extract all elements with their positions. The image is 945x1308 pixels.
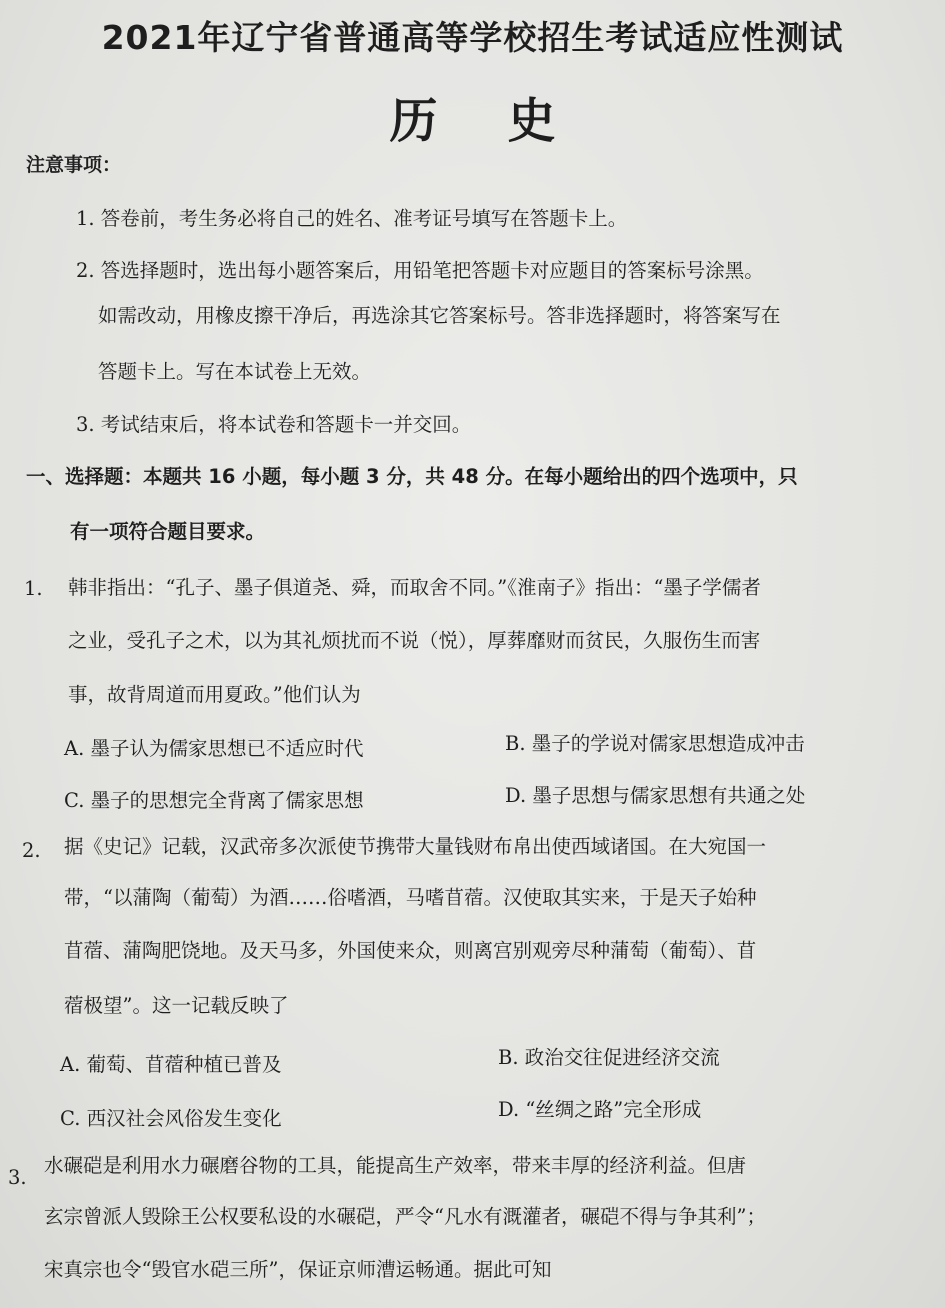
question-1-option-b: B. 墨子的学说对儒家思想造成冲击 <box>505 732 805 755</box>
question-1-number: 1. <box>24 577 43 600</box>
question-1-option-d: D. 墨子思想与儒家思想有共通之处 <box>505 784 806 807</box>
section-heading: 一、选择题：本题共 16 小题，每小题 3 分，共 48 分。在每小题给出的四个选项中，只 <box>26 465 798 488</box>
notice-item-3: 3. 考试结束后，将本试卷和答题卡一并交回。 <box>76 413 472 436</box>
notice-item-2-end: 答题卡上。写在本试卷上无效。 <box>98 360 372 383</box>
question-1-stem-line: 之业，受孔子之术，以为其礼烦扰而不说（悦），厚葬靡财而贫民，久服伤生而害 <box>68 629 761 652</box>
question-1-option-a: A. 墨子认为儒家思想已不适应时代 <box>64 737 364 760</box>
question-2-stem-line: 带，“以蒲陶（葡萄）为酒……俗嗜酒，马嗜苜蓿。汉使取其实来，于是天子始种 <box>64 886 757 909</box>
question-2-option-c: C. 西汉社会风俗发生变化 <box>60 1107 282 1130</box>
question-2-option-b: B. 政治交往促进经济交流 <box>498 1046 720 1069</box>
notice-heading: 注意事项： <box>26 154 122 176</box>
notice-item-2-cont: 如需改动，用橡皮擦干净后，再选涂其它答案标号。答非选择题时，将答案写在 <box>98 304 781 327</box>
question-2-stem-line: 蓿极望”。这一记载反映了 <box>64 994 289 1017</box>
question-3-stem-line: 宋真宗也令“毁官水硙三所”，保证京师漕运畅通。据此可知 <box>44 1258 552 1281</box>
question-1-stem-line: 韩非指出：“孔子、墨子俱道尧、舜，而取舍不同。”《淮南子》指出：“墨子学儒者 <box>68 576 761 599</box>
question-2-option-d: D. “丝绸之路”完全形成 <box>498 1098 702 1121</box>
question-1-stem-line: 事，故背周道而用夏政。”他们认为 <box>68 683 361 706</box>
question-3-stem-line: 玄宗曾派人毁除王公权要私设的水碾硙，严令“凡水有溉灌者，碾硙不得与争其利”； <box>44 1205 766 1228</box>
question-3-number: 3. <box>8 1166 27 1189</box>
question-3-stem-line: 水碾硙是利用水力碾磨谷物的工具，能提高生产效率，带来丰厚的经济利益。但唐 <box>44 1154 747 1177</box>
question-1-option-c: C. 墨子的思想完全背离了儒家思想 <box>64 789 364 812</box>
notice-item-1: 1. 答卷前，考生务必将自己的姓名、准考证号填写在答题卡上。 <box>76 207 628 230</box>
subject-title: 历史 <box>389 93 626 149</box>
question-2-stem-line: 苜蓿、蒲陶肥饶地。及天马多，外国使来众，则离宫别观旁尽种蒲萄（葡萄）、苜 <box>64 939 757 962</box>
question-2-stem-line: 据《史记》记载，汉武帝多次派使节携带大量钱财布帛出使西域诸国。在大宛国一 <box>64 835 767 858</box>
question-2-option-a: A. 葡萄、苜蓿种植已普及 <box>60 1053 282 1076</box>
question-2-number: 2. <box>22 839 41 862</box>
notice-item-2: 2. 答选择题时，选出每小题答案后，用铅笔把答题卡对应题目的答案标号涂黑。 <box>76 259 764 282</box>
exam-title: 2021年辽宁省普通高等学校招生考试适应性测试 <box>101 18 844 57</box>
section-heading-cont: 有一项符合题目要求。 <box>70 520 266 543</box>
